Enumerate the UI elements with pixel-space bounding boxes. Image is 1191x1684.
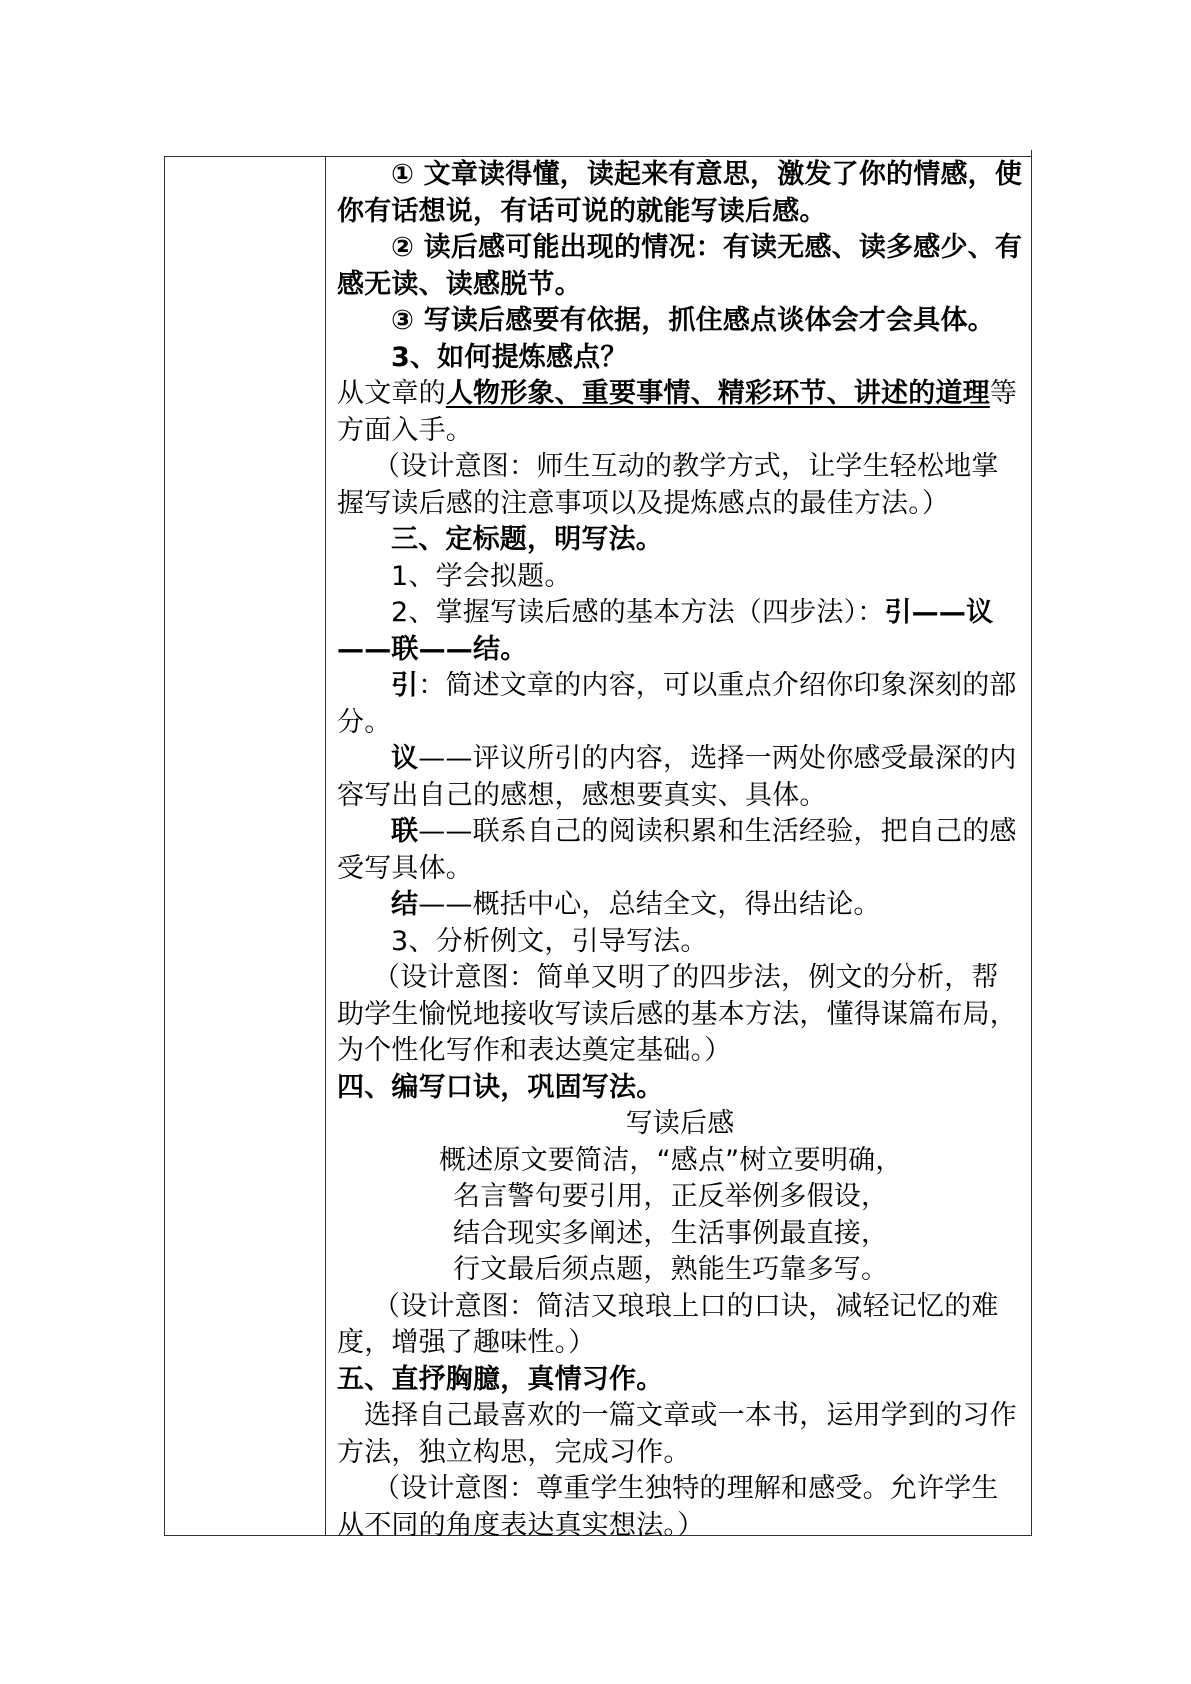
poem-title: 写读后感 xyxy=(625,1108,735,1139)
point-3: ③ 写读后感要有依据，抓住感点谈体会才会具体。 xyxy=(391,305,995,336)
writing-task: 选择自己最喜欢的一篇文章或一本书，运用学到的习作方法，独立构思，完成习作。 xyxy=(337,1400,1017,1468)
step-yi xyxy=(337,741,1023,814)
step-text: ——概括中心，总结全文，得出结论。 xyxy=(418,889,881,920)
step-text: ：简述文章的内容，可以重点介绍你印象深刻的部分。 xyxy=(337,670,1017,738)
item-analyze-example: 3、分析例文，引导写法。 xyxy=(391,925,708,957)
column-divider xyxy=(325,157,326,1535)
four-steps-text: 2、掌握写读后感的基本方法（四步法）： xyxy=(391,597,885,628)
heading-extract-points: 3、如何提炼感点？ xyxy=(391,341,628,373)
section-3-heading: 三、定标题，明写法。 xyxy=(391,524,663,555)
poem-line: 名言警句要引用，正反举例多假设， xyxy=(453,1181,889,1212)
table-content-cell xyxy=(337,157,1023,1544)
step-jie xyxy=(337,887,1023,924)
step-text: ——联系自己的阅读积累和生活经验，把自己的感受写具体。 xyxy=(337,816,1017,884)
item-four-steps xyxy=(337,595,1023,668)
table-left-column xyxy=(165,157,325,1535)
poem-line: 概述原文要简洁，“感点”树立要明确， xyxy=(439,1144,903,1176)
poem-line: 行文最后须点题，熟能生巧靠多写。 xyxy=(453,1254,889,1285)
four-steps-bold: 引——议——联——结。 xyxy=(337,597,994,665)
text-prefix: 从文章的 xyxy=(337,378,446,409)
step-text: ——评议所引的内容，选择一两处你感受最深的内容写出自己的感想，感想要真实、具体。 xyxy=(337,743,1017,811)
underlined-aspects: 人物形象、重要事情、精彩环节、讲述的道理 xyxy=(445,378,990,409)
lesson-table xyxy=(164,156,1032,1541)
section-4-heading: 四、编写口诀，巩固写法。 xyxy=(337,1071,664,1103)
step-key: 联 xyxy=(391,816,419,847)
step-key: 结 xyxy=(391,889,419,920)
step-yin xyxy=(337,668,1023,741)
design-intent-2: （设计意图：简单又明了的四步法，例文的分析，帮助学生愉悦地接收写读后感的基本方法，懂得谋篇布局，为个性化写作和表达奠定基础。） xyxy=(337,962,1017,1066)
step-key: 引 xyxy=(391,670,419,701)
step-key: 议 xyxy=(391,743,419,774)
design-intent-4: （设计意图：尊重学生独特的理解和感受。允许学生从不同的角度表达真实想法。） xyxy=(337,1473,999,1541)
design-intent-3: （设计意图：简洁又琅琅上口的口诀，减轻记忆的难度，增强了趣味性。） xyxy=(337,1290,999,1358)
paragraph-entry-points xyxy=(337,376,1023,449)
point-1: ① 文章读得懂，读起来有意思，激发了你的情感，使你有话想说，有话可说的就能写读后感。 xyxy=(337,159,1023,227)
step-lian xyxy=(337,814,1023,887)
item-learn-title: 1、学会拟题。 xyxy=(391,560,572,592)
text-suffix: 等方面入手。 xyxy=(337,378,1018,446)
point-2: ② 读后感可能出现的情况：有读无感、读多感少、有感无读、读感脱节。 xyxy=(337,232,1023,300)
section-5-heading: 五、直抒胸臆，真情习作。 xyxy=(337,1363,664,1395)
design-intent-1: （设计意图：师生互动的教学方式，让学生轻松地掌握写读后感的注意事项以及提炼感点的最佳方法。） xyxy=(337,451,999,519)
poem-line: 结合现实多阐述，生活事例最直接， xyxy=(453,1217,889,1249)
